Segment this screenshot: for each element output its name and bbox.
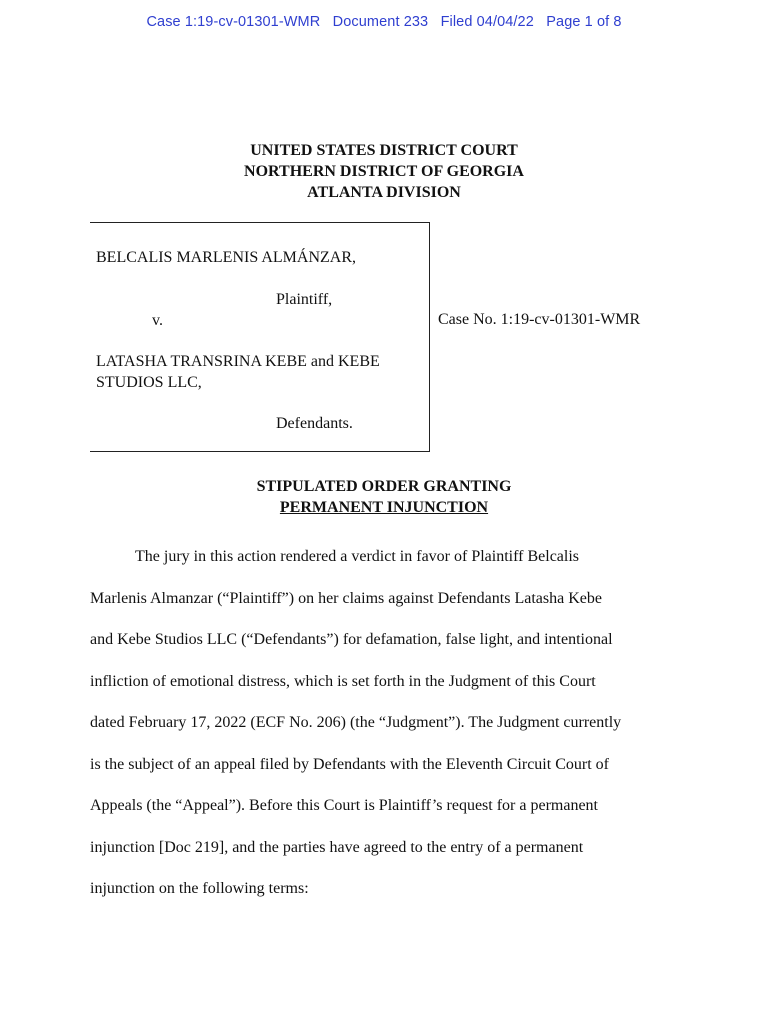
order-title-line2: PERMANENT INJUNCTION (279, 499, 489, 516)
defendants-role: Defendants. (276, 415, 353, 432)
case-number: Case No. 1:19-cv-01301-WMR (438, 311, 641, 328)
plaintiff-role: Plaintiff, (276, 291, 333, 308)
versus-label: v. (152, 312, 163, 329)
body-line: infliction of emotional distress, which is set forth in the Judgment of this Court (90, 672, 596, 690)
order-body (90, 536, 680, 910)
body-line: Marlenis Almanzar (“Plaintiff”) on her claims against Defendants Latasha Kebe (90, 589, 602, 607)
defendants-name: LATASHA TRANSRINA KEBE and KEBE STUDIOS LLC, (96, 353, 380, 391)
court-district: NORTHERN DISTRICT OF GEORGIA (244, 163, 524, 180)
order-title-line1: STIPULATED ORDER GRANTING (256, 478, 512, 495)
court-division: ATLANTA DIVISION (307, 184, 461, 201)
body-line: dated February 17, 2022 (ECF No. 206) (the “Judgment”). The Judgment currently (90, 714, 622, 731)
ecf-filing-header: Case 1:19-cv-01301-WMR Document 233 Filed 04/04/22 Page 1 of 8 (146, 14, 622, 30)
body-line: injunction [Doc 219], and the parties have agreed to the entry of a permanent (90, 838, 584, 856)
order-title (0, 476, 768, 518)
body-line: is the subject of an appeal filed by Defendants with the Eleventh Circuit Court of (90, 755, 609, 773)
body-line: The jury in this action rendered a verdict in favor of Plaintiff Belcalis (135, 548, 580, 565)
body-line: injunction on the following terms: (90, 880, 309, 897)
court-heading (0, 140, 768, 203)
body-line: and Kebe Studios LLC (“Defendants”) for defamation, false light, and intentional (90, 631, 613, 648)
case-caption-box (90, 222, 430, 452)
plaintiff-name: BELCALIS MARLENIS ALMÁNZAR, (96, 249, 357, 266)
court-name: UNITED STATES DISTRICT COURT (250, 142, 518, 159)
body-line: Appeals (the “Appeal”). Before this Court is Plaintiff’s request for a permanent (90, 797, 598, 814)
